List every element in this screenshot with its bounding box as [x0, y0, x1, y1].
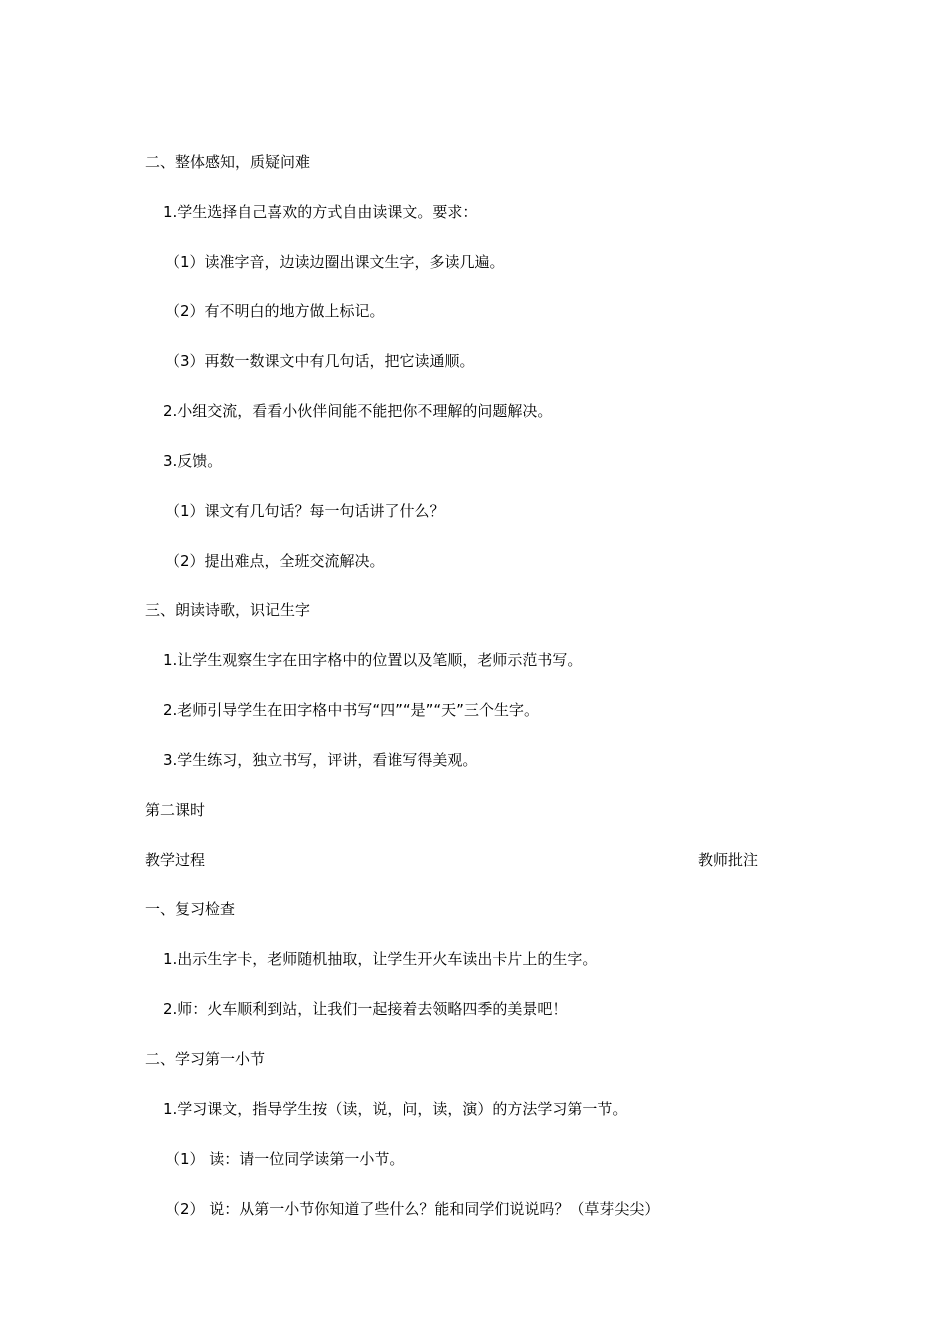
paragraph: 3.学生练习，独立书写，评讲，看谁写得美观。 — [163, 751, 478, 769]
paragraph: 2.老师引导学生在田字格中书写“四”“是”“天”三个生字。 — [163, 701, 539, 719]
paragraph: （1）课文有几句话？每一句话讲了什么？ — [165, 502, 445, 520]
paragraph: 1.学习课文，指导学生按（读，说，问，读，演）的方法学习第一节。 — [163, 1100, 628, 1118]
section-heading: 三、朗读诗歌，识记生字 — [145, 601, 311, 619]
lesson-heading: 第二课时 — [145, 801, 206, 819]
paragraph: （2） 说：从第一小节你知道了些什么？能和同学们说说吗？（草芽尖尖） — [165, 1200, 660, 1218]
column-header-left: 教学过程 — [145, 851, 206, 869]
paragraph: （1） 读：请一位同学读第一小节。 — [165, 1150, 405, 1168]
paragraph: （2）有不明白的地方做上标记。 — [165, 302, 385, 320]
paragraph: 1.让学生观察生字在田字格中的位置以及笔顺，老师示范书写。 — [163, 651, 583, 669]
paragraph: 2.师：火车顺利到站，让我们一起接着去领略四季的美景吧！ — [163, 1000, 568, 1018]
paragraph: （2）提出难点，全班交流解决。 — [165, 552, 385, 570]
section-heading: 二、整体感知，质疑问难 — [145, 153, 311, 171]
paragraph: 2.小组交流，看看小伙伴间能不能把你不理解的问题解决。 — [163, 402, 553, 420]
paragraph: （3）再数一数课文中有几句话，把它读通顺。 — [165, 352, 475, 370]
paragraph: 3.反馈。 — [163, 452, 223, 470]
paragraph: （1）读准字音，边读边圈出课文生字，多读几遍。 — [165, 253, 505, 271]
column-header-right: 教师批注 — [698, 851, 759, 869]
paragraph: 1.出示生字卡，老师随机抽取，让学生开火车读出卡片上的生字。 — [163, 950, 598, 968]
paragraph: 1.学生选择自己喜欢的方式自由读课文。要求： — [163, 203, 478, 221]
section-heading: 二、学习第一小节 — [145, 1050, 266, 1068]
section-heading: 一、复习检查 — [145, 900, 236, 918]
